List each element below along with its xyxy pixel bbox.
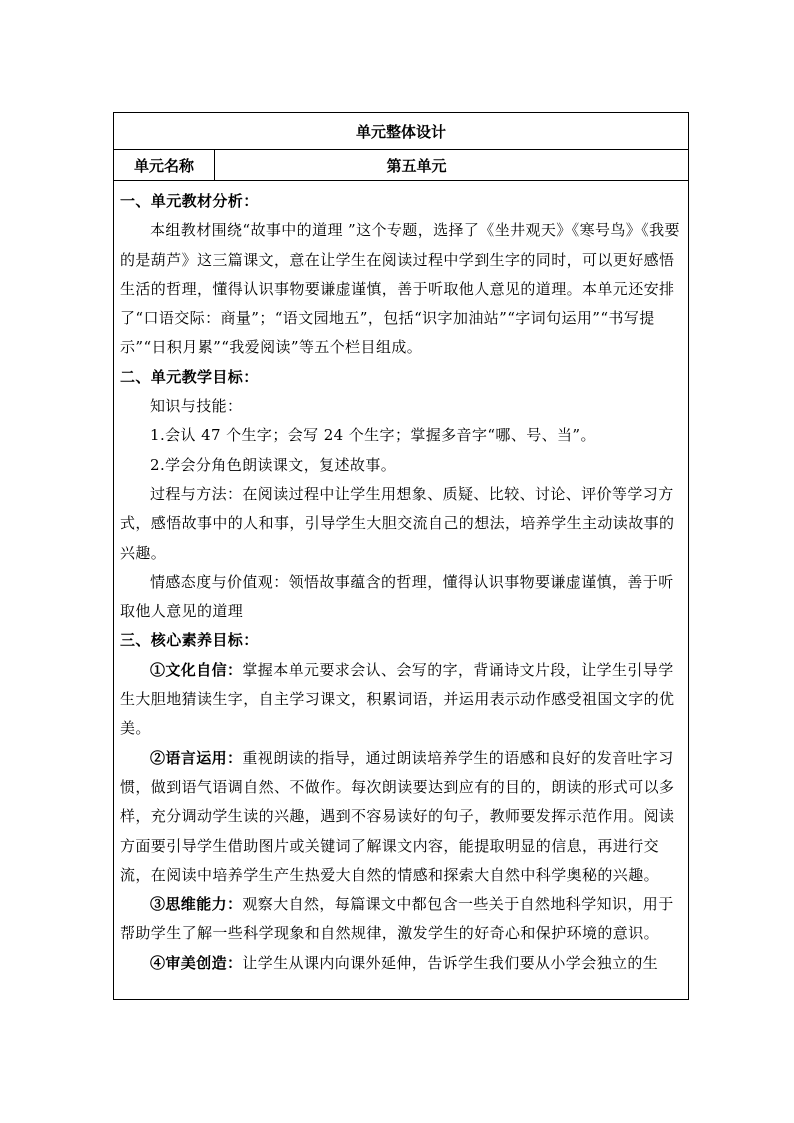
- unit-name-label: 单元名称: [114, 150, 215, 180]
- core-goal-2-label: ②语言运用：: [150, 748, 243, 767]
- unit-design-table: [113, 112, 689, 1000]
- knowledge-item-1: 1.会认 47 个生字；会写 24 个生字；掌握多音字“哪、号、当”。: [150, 426, 596, 445]
- section3-heading: 三、核心素养目标：: [120, 631, 259, 650]
- core-goal-4: [120, 949, 680, 978]
- core-goal-4-text: 让学生从课内向课外延伸，告诉学生我们要从小学会独立的生: [242, 953, 659, 972]
- process-method: 过程与方法：在阅读过程中让学生用想象、质疑、比较、讨论、评价等学习方式，感悟故事中的人和事，引导学生大胆交流自己的想法，培养学生主动读故事的兴趣。: [120, 484, 675, 562]
- unit-name-row: [114, 150, 688, 181]
- core-goal-3-text: 观察大自然，每篇课文中都包含一些关于自然地科学知识，用于帮助学生了解一些科学现象和自然规律，激发学生的好奇心和保护环境的意识。: [120, 895, 674, 943]
- core-goal-4-label: ④审美创造：: [150, 953, 243, 972]
- unit-name-value: 第五单元: [386, 156, 447, 175]
- core-goal-1-label: ①文化自信：: [150, 660, 243, 679]
- core-goal-2: [120, 744, 680, 890]
- emotion-values: 情感态度与价值观：领悟故事蕴含的哲理，懂得认识事物要谦虚谨慎，善于听取他人意见的道理: [120, 572, 674, 621]
- section2-heading: 二、单元教学目标：: [120, 367, 259, 386]
- section1-paragraph: 本组教材围绕“故事中的道理 ”这个专题，选择了《坐井观天》《寒号鸟》《我要的是葫芦》这三篇课文，意在让学生在阅读过程中学到生字的同时，可以更好感悟生活的哲理，懂得认识事物要谦虚谨慎，善于听取他人意见的道理。本单元还安排了“口语交际：商量”；“语文园地五”，包括“识字加油站”“字词句运用”“书写提示”“日积月累”“我爱阅读”等五个栏目组成。: [120, 221, 680, 357]
- core-goal-2-text: 重视朗读的指导，通过朗读培养学生的语感和良好的发音吐字习惯，做到语气语调自然、不做作。每次朗读要达到应有的目的，朗读的形式可以多样，充分调动学生读的兴趣，遇到不容易读好的句子，教师要发挥示范作用。阅读方面要引导学生借助图片或关键词了解课文内容，能提取明显的信息，再进行交流，在阅读中培养学生产生热爱大自然的情感和探索大自然中科学奥秘的兴趣。: [120, 748, 675, 884]
- knowledge-item-2: 2.学会分角色朗读课文，复述故事。: [150, 455, 397, 474]
- content-cell: [114, 181, 688, 978]
- table-title: 单元整体设计: [114, 113, 688, 150]
- core-goal-1: [120, 656, 680, 744]
- section1-heading: 一、单元教材分析：: [120, 192, 259, 210]
- core-goal-1-text: 掌握本单元要求会认、会写的字，背诵诗文片段，让学生引导学生大胆地猜读生字，自主学习课文，积累词语，并运用表示动作感受祖国文字的优美。: [120, 660, 675, 738]
- core-goal-3-label: ③思维能力：: [150, 895, 243, 914]
- knowledge-label: 知识与技能：: [150, 397, 243, 416]
- core-goal-3: [120, 890, 680, 949]
